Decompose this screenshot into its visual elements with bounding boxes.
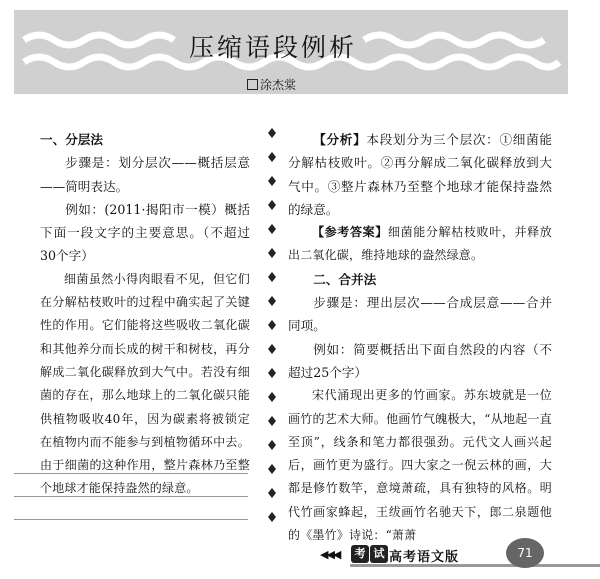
footer-band (350, 564, 600, 567)
blank-writing-lines (14, 451, 248, 520)
steps-text-2: 步骤是：理出层次——合成层意——合并同项。 (288, 295, 552, 334)
example-prompt-1: 例如：(2011·揭阳市一模）概括下面一段文字的主要意思。（不超过30个字） (40, 201, 250, 264)
analysis-paragraph (288, 128, 552, 221)
example-prompt-2: 例如：简要概括出下面自然段的内容（不超过25个字） (288, 341, 552, 380)
footer-badge-kao: 考 (351, 545, 369, 563)
section-heading-merging: 二、合并法 (313, 271, 377, 287)
author-line (247, 76, 296, 93)
author-box-icon (247, 79, 258, 90)
publication-name: 高考语文版 (389, 550, 460, 565)
analysis-text: 本段划分为三个层次：①细菌能分解枯枝败叶。②再分解成二氧化碳释放到大气中。③整片森林乃至整个地球才能保持盎然的绿意。 (288, 132, 553, 217)
page-footer (0, 534, 600, 579)
writing-line (14, 474, 248, 497)
author-name: 涂杰棠 (260, 78, 297, 92)
page-title: 压缩语段例析 (189, 33, 358, 62)
example-passage-1: 细菌虽然小得肉眼看不见，但它们在分解枯枝败叶的过程中确实起了关键性的作用。它们能将这些吸收二氧化碳和其他养分而长成的树干和树枝，再分解成二氧化碳释放到大气中。若没有细菌的存在，那么地球上的二氧化碳只能供植物吸收40年，因为碳素将被锁定在植物内而不能参与到植物循环中去。由于细菌的这种作用，整片森林乃至整个地球才能保持盎然的绿意。 (40, 271, 250, 496)
writing-line (14, 451, 248, 474)
answer-paragraph (288, 221, 552, 268)
analysis-label: 【分析】 (313, 132, 367, 147)
answer-label: 【参考答案】 (312, 225, 388, 240)
answer-text: 细菌能分解枯枝败叶，并释放出二氧化碳，维持地球的盎然绿意。 (288, 225, 552, 263)
writing-line (14, 497, 248, 520)
column-divider (268, 128, 276, 528)
left-column (40, 128, 250, 501)
section-heading-layering: 一、分层法 (40, 132, 103, 147)
example-passage-2: 宋代涌现出更多的竹画家。苏东坡就是一位画竹的艺术大师。他画竹气魄极大，“从地起一直至顶”，线条和笔力都很强劲。元代文人画兴起后，画竹更为盛行。四大家之一倪云林的画，大都是修竹数竿，意境萧疏，具有独特的风格。明代竹画家蜂起，王绂画竹名驰天下，郎二泉题他的《墨竹》诗说：“萧萧 (288, 388, 552, 543)
steps-text-1: 步骤是：划分层次——概括层意——简明表达。 (40, 155, 250, 194)
page-number: 71 (506, 538, 544, 568)
footer-badge-shi: 试 (370, 545, 388, 563)
right-column (288, 128, 552, 547)
title-banner (14, 10, 568, 94)
footer-arrows-icon: ◀◀◀ (320, 548, 340, 561)
